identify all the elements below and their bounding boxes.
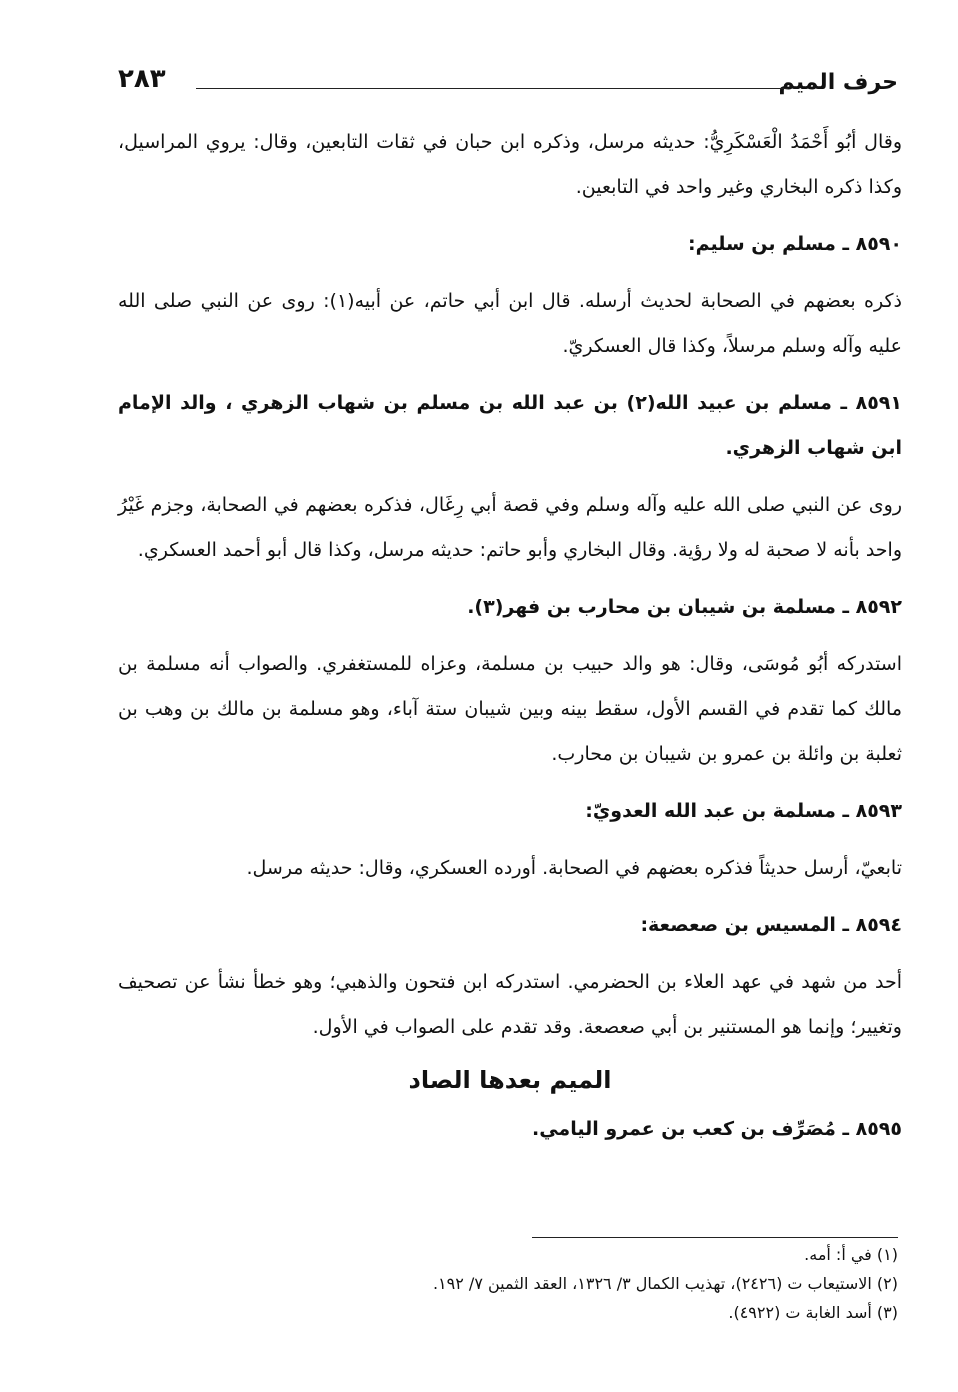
footnote-rule	[532, 1237, 898, 1238]
footnote: (١) في أ: أمه.	[804, 1245, 898, 1264]
paragraph: تابعيّ، أرسل حديثاً فذكره بعضهم في الصحابة. أورده العسكري، وقال: حديثه مرسل.	[246, 857, 902, 879]
paragraph: أحد من شهد في عهد العلاء بن الحضرمي. استدركه ابن فتحون والذهبي؛ وهو خطأ نشأ عن تصحيف وتغيير؛ وإنما هو المستنير بن أبي صعصعة. وقد تقدم على الصواب في الأول.	[118, 971, 902, 1038]
page-number: ٢٨٣	[118, 64, 166, 94]
footnote: (٢) الاستيعاب ت (٢٤٢٦)، تهذيب الكمال ٣/ ١٣٢٦، العقد الثمين ٧/ ١٩٢.	[432, 1274, 898, 1293]
entry-heading: ٨٥٩١ ـ مسلم بن عبيد الله(٢) بن عبد الله بن مسلم بن شهاب الزهري ، والد الإمام ابن شهاب الزهري.	[118, 392, 902, 459]
running-header	[118, 62, 898, 102]
entry-heading: ٨٥٩٣ ـ مسلمة بن عبد الله العدويّ:	[585, 800, 902, 822]
entry-heading: ٨٥٩٢ ـ مسلمة بن شيبان بن محارب بن فهر(٣).	[467, 596, 902, 618]
footnote: (٣) أسد الغابة ت (٤٩٢٢).	[728, 1303, 898, 1322]
footnotes	[300, 1240, 898, 1327]
main-text	[118, 120, 902, 1152]
chapter-title: حرف الميم	[778, 70, 898, 95]
paragraph: وقال أبُو أَحْمَدُ الْعَسْكَرِيُّ: حديثه مرسل، وذكره ابن حبان في ثقات التابعين، وقال: يروي المراسيل، وكذا ذكره البخاري وغير واحد في التابعين.	[118, 131, 902, 198]
section-title: الميم بعدها الصاد	[408, 1066, 612, 1094]
entry-heading: ٨٥٩٤ ـ المسيس بن صعصعة:	[640, 914, 902, 936]
entry-heading: ٨٥٩٠ ـ مسلم بن سليم:	[687, 233, 902, 255]
header-rule	[196, 88, 788, 89]
entry-heading: ٨٥٩٥ ـ مُصَرِّف بن كعب بن عمرو اليامي.	[531, 1118, 902, 1140]
paragraph: روى عن النبي صلى الله عليه وآله وسلم وفي قصة أبي رِغَال، فذكره بعضهم في الصحابة، وجزم غَيْرُ واحد بأنه لا صحبة له ولا رؤية. وقال البخاري وأبو حاتم: حديثه مرسل، وكذا قال أبو أحمد العسكري.	[118, 494, 902, 561]
paragraph: ذكره بعضهم في الصحابة لحديث أرسله. قال ابن أبي حاتم، عن أبيه(١): روى عن النبي صلى الله عليه وآله وسلم مرسلاً، وكذا قال العسكريّ.	[118, 290, 902, 357]
paragraph: استدركه أبُو مُوسَى، وقال: هو والد حبيب بن مسلمة، وعزاه للمستغفري. والصواب أنه مسلمة بن مالك كما تقدم في القسم الأول، سقط بينه وبين شيبان ستة آباء، وهو مسلمة بن مالك بن وهب بن ثعلبة بن وائلة بن عمرو بن شيبان بن محارب.	[118, 653, 902, 765]
